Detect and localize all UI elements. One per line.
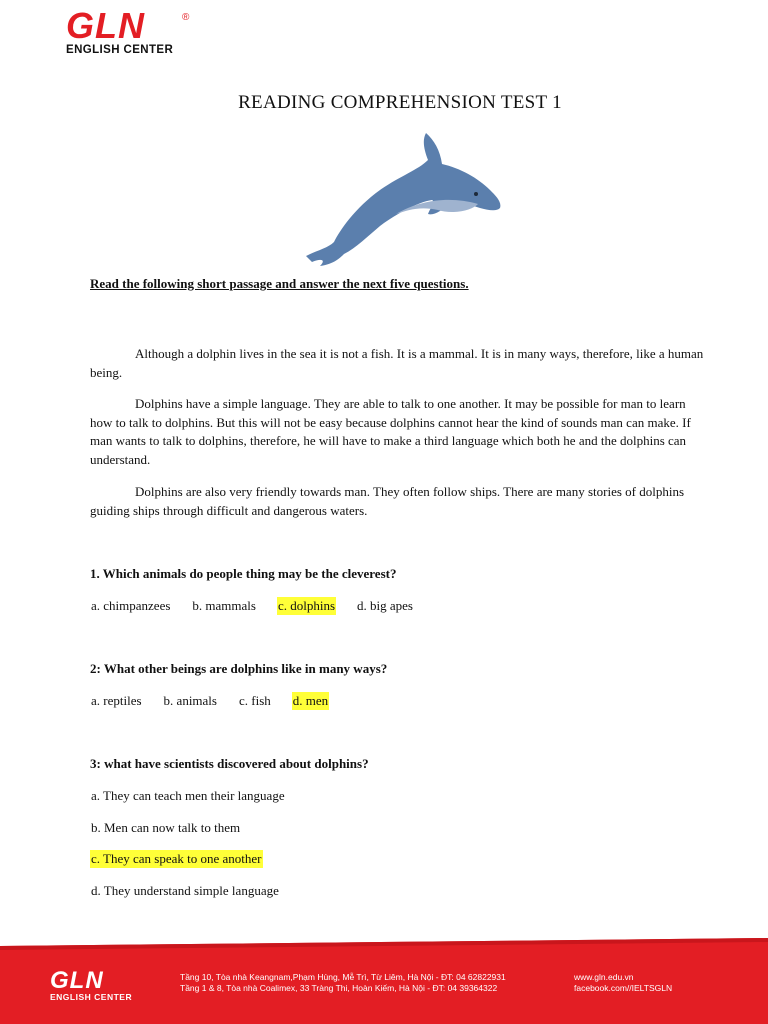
question-2: 2: What other beings are dolphins like in many ways?	[90, 661, 388, 676]
gln-logo	[66, 5, 196, 56]
option-d[interactable]: d. They understand simple language	[91, 883, 279, 898]
option-c-highlighted[interactable]: c. They can speak to one another	[91, 851, 262, 866]
footer-logo-subtitle: ENGLISH CENTER	[50, 992, 133, 1002]
question-1: 1. Which animals do people thing may be the cleverest?	[90, 566, 397, 581]
passage-paragraph-2	[90, 395, 710, 469]
option-c-highlighted[interactable]: c. dolphins	[277, 598, 336, 613]
facebook-link[interactable]: facebook.com//IELTSGLN	[574, 983, 673, 993]
logo-mark: GLN	[66, 5, 145, 46]
paragraph-text: Although a dolphin lives in the sea it is not a fish. It is a mammal. It is in many ways, therefore, like a human being.	[90, 346, 704, 380]
footer-addresses	[180, 972, 506, 994]
passage-paragraph-1	[90, 345, 710, 382]
passage-paragraph-3	[90, 483, 710, 520]
address-line-1: Tầng 10, Tòa nhà Keangnam,Phạm Hùng, Mễ Trì, Từ Liêm, Hà Nội - ĐT: 04 62822931	[180, 972, 506, 982]
option-a[interactable]: a. They can teach men their language	[91, 788, 285, 803]
question-3: 3: what have scientists discovered about dolphins?	[90, 756, 369, 771]
option-c[interactable]: c. fish	[238, 693, 271, 708]
address-line-2: Tầng 1 & 8, Tòa nhà Coalimex, 33 Tràng Thi, Hoàn Kiếm, Hà Nội - ĐT: 04 39364322	[180, 983, 498, 993]
paragraph-text: Dolphins have a simple language. They are able to talk to one another. It may be possible for man to learn how to talk to dolphins. But this will not be easy because dolphins cannot hear the kind of sounds man can make. If man wants to talk to dolphins, therefore, he will have to make a third language which both he and the dolphins can understand.	[90, 396, 691, 467]
registered-mark: ®	[182, 12, 190, 23]
option-b[interactable]: b. Men can now talk to them	[91, 820, 241, 835]
option-a[interactable]: a. reptiles	[91, 693, 142, 708]
instruction-text: Read the following short passage and answer the next five questions.	[90, 276, 469, 291]
question-2-options	[90, 692, 349, 710]
paragraph-text: Dolphins are also very friendly towards man. They often follow ships. There are many stories of dolphins guiding ships through difficult and dangerous waters.	[90, 484, 685, 518]
logo-subtitle: ENGLISH CENTER	[66, 44, 174, 56]
option-d[interactable]: d. big apes	[357, 598, 413, 613]
option-b[interactable]: b. mammals	[192, 598, 256, 613]
footer-logo-mark: GLN	[50, 967, 104, 994]
footer-links	[574, 972, 672, 994]
footer-band	[0, 928, 768, 1024]
page-title: READING COMPREHENSION TEST 1	[238, 92, 562, 113]
option-a[interactable]: a. chimpanzees	[91, 598, 171, 613]
website-link[interactable]: www.gln.edu.vn	[574, 972, 634, 982]
dolphin-icon	[300, 130, 505, 268]
option-b[interactable]: b. animals	[163, 693, 217, 708]
question-1-options	[90, 597, 434, 615]
option-d-highlighted[interactable]: d. men	[292, 693, 329, 708]
footer-logo	[50, 967, 133, 1002]
